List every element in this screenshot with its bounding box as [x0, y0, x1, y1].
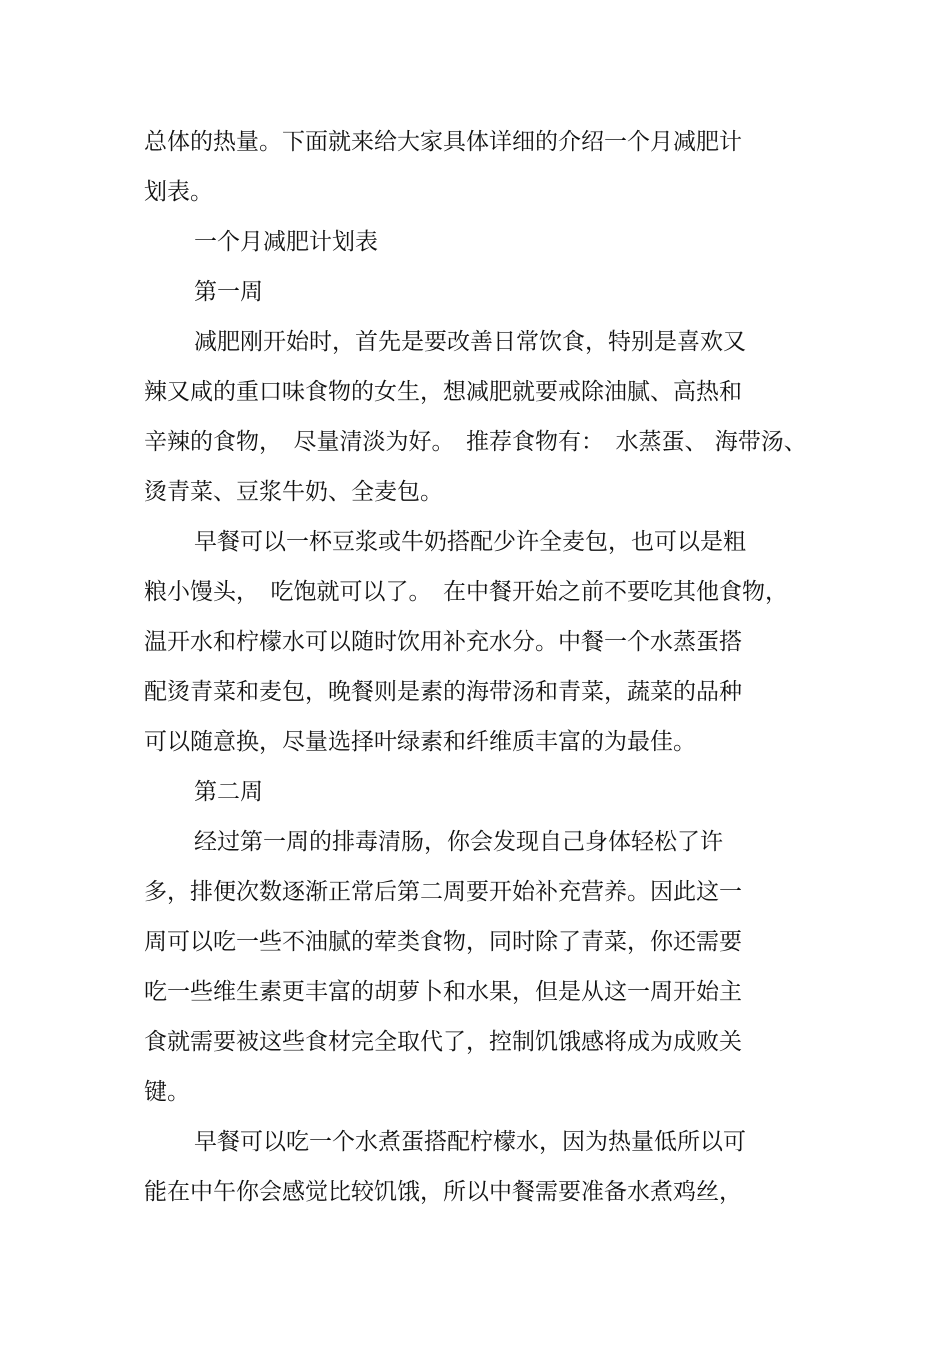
text-line: 可以随意换，尽量选择叶绿素和纤维质丰富的为最佳。 — [144, 729, 696, 755]
text-line: 经过第一周的排毒清肠，你会发现自己身体轻松了许 — [194, 829, 723, 855]
week-heading: 第一周 — [194, 279, 263, 305]
text-line: 辣又咸的重口味食物的女生，想减肥就要戒除油腻、高热和 — [144, 379, 742, 405]
text-line: 吃一些维生素更丰富的胡萝卜和水果，但是从这一周开始主 — [144, 979, 742, 1005]
section-title: 一个月减肥计划表 — [194, 229, 378, 255]
text-line: 减肥刚开始时，首先是要改善日常饮食，特别是喜欢又 — [194, 329, 746, 355]
text-line: 键。 — [144, 1079, 190, 1105]
text-line: 温开水和柠檬水可以随时饮用补充水分。中餐一个水蒸蛋搭 — [144, 629, 742, 655]
text-line: 周可以吃一些不油腻的荤类食物，同时除了青菜，你还需要 — [144, 929, 742, 955]
text-line: 能在中午你会感觉比较饥饿，所以中餐需要准备水煮鸡丝， — [144, 1179, 742, 1205]
text-line: 辛辣的食物， 尽量清淡为好。 推荐食物有： 水蒸蛋、 海带汤、 — [144, 429, 807, 455]
text-line: 总体的热量。下面就来给大家具体详细的介绍一个月减肥计 — [144, 129, 742, 155]
text-line: 粮小馒头， 吃饱就可以了。 在中餐开始之前不要吃其他食物， — [144, 579, 788, 605]
text-line: 食就需要被这些食材完全取代了，控制饥饿感将成为成败关 — [144, 1029, 742, 1055]
text-line: 烫青菜、豆浆牛奶、全麦包。 — [144, 479, 443, 505]
text-line: 早餐可以一杯豆浆或牛奶搭配少许全麦包，也可以是粗 — [194, 529, 746, 555]
text-line: 划表。 — [144, 179, 213, 205]
text-line: 早餐可以吃一个水煮蛋搭配柠檬水，因为热量低所以可 — [194, 1129, 746, 1155]
text-line: 多，排便次数逐渐正常后第二周要开始补充营养。因此这一 — [144, 879, 742, 905]
text-line: 配烫青菜和麦包，晚餐则是素的海带汤和青菜，蔬菜的品种 — [144, 679, 742, 705]
week-heading: 第二周 — [194, 779, 263, 805]
